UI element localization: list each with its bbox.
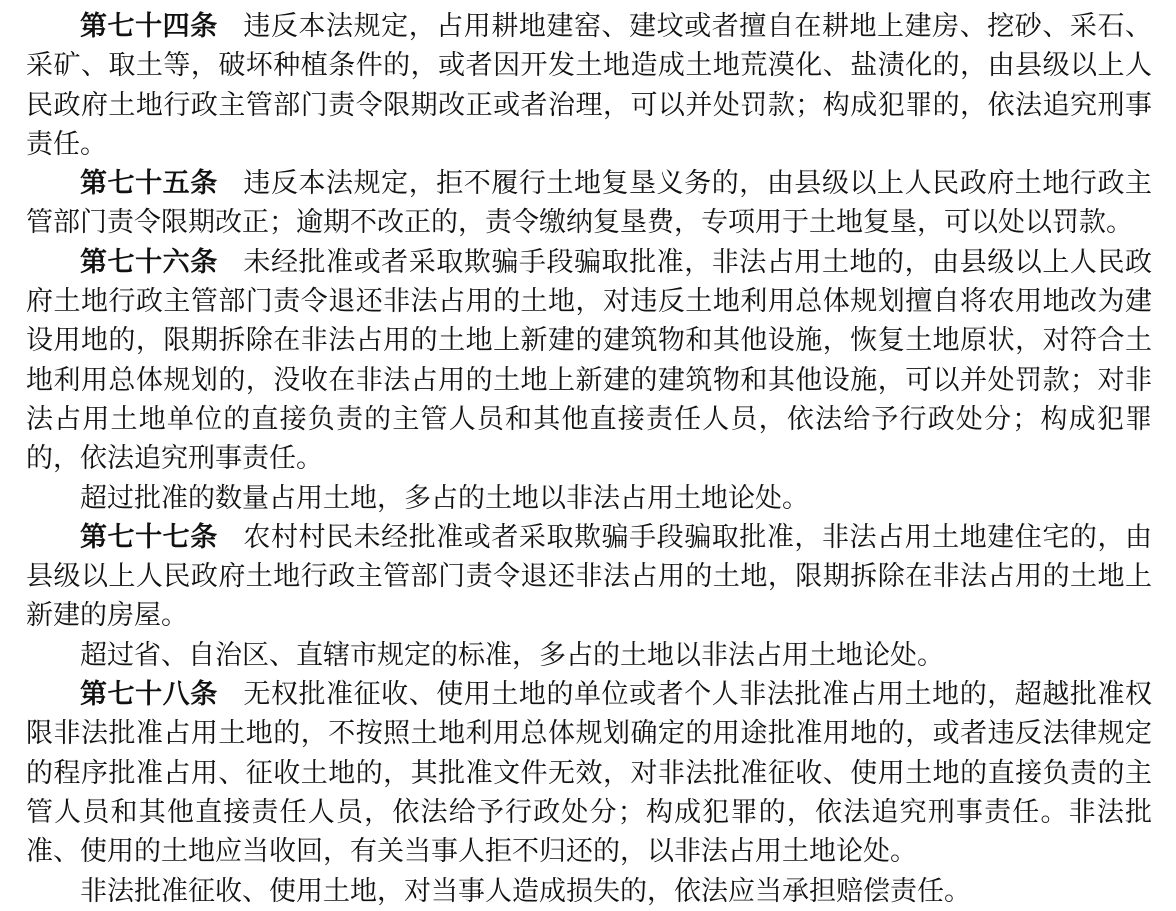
article-77-supplement xyxy=(26,636,1152,675)
article-74-number: 第七十四条 xyxy=(80,11,218,41)
article-76-number: 第七十六条 xyxy=(80,246,218,277)
article-77-text: 农村村民未经批准或者采取欺骗手段骗取批准，非法占用土地建住宅的，由县级以上人民政府土地行政主管部门责令退还非法占用的土地，限期拆除在非法占用的土地上新建的房屋。 xyxy=(26,521,1153,631)
article-78-supplement xyxy=(26,872,1152,911)
article-76 xyxy=(26,243,1152,479)
article-74 xyxy=(26,7,1152,164)
article-78-supplement-text: 非法批准征收、使用土地，对当事人造成损失的，依法应当承担赔偿责任。 xyxy=(80,875,971,906)
article-77-number: 第七十七条 xyxy=(80,521,218,552)
article-76-supplement xyxy=(26,479,1152,518)
article-75-text: 违反本法规定，拒不履行土地复垦义务的，由县级以上人民政府土地行政主管部门责令限期改正；逾期不改正的，责令缴纳复垦费，专项用于土地复垦，可以处以罚款。 xyxy=(26,168,1153,238)
article-77-supplement-text: 超过省、自治区、直辖市规定的标准，多占的土地以非法占用土地论处。 xyxy=(80,639,944,670)
article-75 xyxy=(26,164,1152,243)
article-77 xyxy=(26,518,1152,636)
article-74-text: 违反本法规定，占用耕地建窑、建坟或者擅自在耕地上建房、挖砂、采石、采矿、取土等，破坏种植条件的，或者因开发土地造成土地荒漠化、盐渍化的，由县级以上人民政府土地行政主管部门责令限期改正或者治理，可以并处罚款；构成犯罪的，依法追究刑事责任。 xyxy=(26,11,1153,159)
article-78 xyxy=(26,675,1152,871)
article-78-text: 无权批准征收、使用土地的单位或者个人非法批准占用土地的，超越批准权限非法批准占用土地的，不按照土地利用总体规划确定的用途批准用地的，或者违反法律规定的程序批准占用、征收土地的，其批准文件无效，对非法批准征收、使用土地的直接负责的主管人员和其他直接责任人员，依法给予行政处分；构成犯罪的，依法追究刑事责任。非法批准、使用的土地应当收回，有关当事人拒不归还的，以非法占用土地论处。 xyxy=(26,679,1153,867)
article-76-supplement-text: 超过批准的数量占用土地，多占的土地以非法占用土地论处。 xyxy=(80,482,809,513)
article-76-text: 未经批准或者采取欺骗手段骗取批准，非法占用土地的，由县级以上人民政府土地行政主管部门责令退还非法占用的土地，对违反土地利用总体规划擅自将农用地改为建设用地的，限期拆除在非法占用的土地上新建的建筑物和其他设施，恢复土地原状，对符合土地利用总体规划的，没收在非法占用的土地上新建的建筑物和其他设施，可以并处罚款；对非法占用土地单位的直接负责的主管人员和其他直接责任人员，依法给予行政处分；构成犯罪的，依法追究刑事责任。 xyxy=(26,246,1153,474)
article-78-number: 第七十八条 xyxy=(80,679,218,710)
article-75-number: 第七十五条 xyxy=(80,168,218,199)
